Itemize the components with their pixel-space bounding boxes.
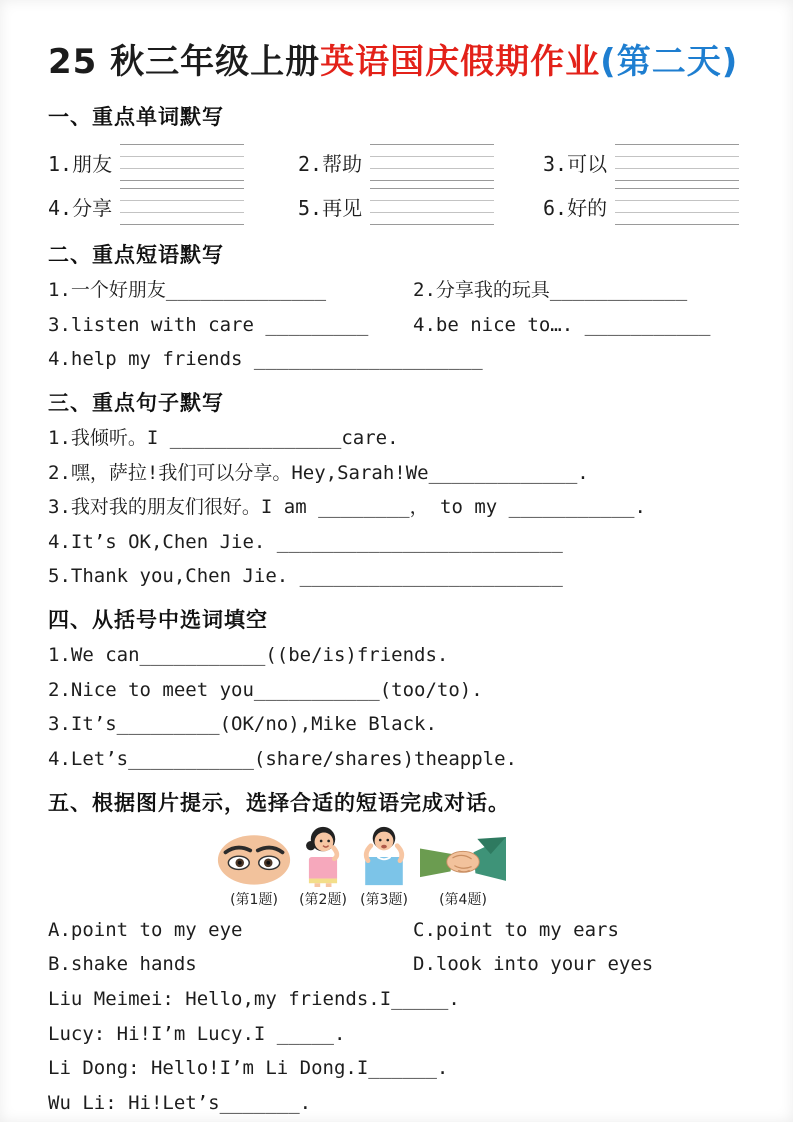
picture-label: (第1题) xyxy=(230,891,278,908)
word-item-5 xyxy=(298,183,543,225)
eyes-image xyxy=(216,831,292,887)
dialogue-line-4: Wu Li: Hi!Let’s_______. xyxy=(48,1091,312,1114)
writing-guide-lines xyxy=(370,188,494,225)
word-item-6 xyxy=(543,183,753,225)
choice-item-1: 1.We can___________((be/is)friends. xyxy=(48,644,449,667)
option-d: D.look into your eyes xyxy=(413,953,654,976)
word-item-1 xyxy=(48,139,298,181)
word-item-4 xyxy=(48,183,298,225)
sentence-item-2: 2.嘿，萨拉!我们可以分享。Hey,Sarah!We_____________. xyxy=(48,461,589,484)
sentence-item-4: 4.It’s OK,Chen Jie. _________________________ xyxy=(48,530,563,553)
girl-pointing-eye-image xyxy=(298,825,348,887)
writing-guide-lines xyxy=(370,144,494,181)
dialogue-line-2: Lucy: Hi!I’m Lucy.I _____. xyxy=(48,1022,346,1045)
word-label: 1.朋友 xyxy=(48,152,113,176)
option-b: B.shake hands xyxy=(48,953,197,976)
section2-heading: 二、重点短语默写 xyxy=(48,243,224,267)
section1-heading: 一、重点单词默写 xyxy=(48,105,224,129)
choice-item-2: 2.Nice to meet you___________(too/to). xyxy=(48,678,483,701)
phrase-item: 1.一个好朋友______________ xyxy=(48,279,327,301)
picture-label: (第2题) xyxy=(299,891,347,908)
options-row-2 xyxy=(48,952,751,978)
writing-guide-lines xyxy=(120,144,244,181)
section5-heading: 五、根据图片提示，选择合适的短语完成对话。 xyxy=(48,790,510,815)
word-dictation-grid xyxy=(48,139,751,225)
word-item-2 xyxy=(298,139,543,181)
picture-label: (第3题) xyxy=(360,891,408,908)
phrase-item: 2.分享我的玩具____________ xyxy=(413,279,688,301)
options-row-1 xyxy=(48,918,751,944)
section3-heading: 三、重点句子默写 xyxy=(48,390,224,415)
handshake-image xyxy=(420,829,506,887)
boy-pointing-ears-image xyxy=(354,825,414,887)
sentence-item-3: 3.我对我的朋友们很好。I am ________， to my ___________. xyxy=(48,496,646,519)
dialogue-line-1: Liu Meimei: Hello,my friends.I_____. xyxy=(48,987,460,1010)
writing-guide-lines xyxy=(120,188,244,225)
option-a: A.point to my eye xyxy=(48,918,243,941)
phrase-item: 3.listen with care _________ xyxy=(48,313,369,336)
option-c: C.point to my ears xyxy=(413,918,619,941)
word-label: 6.好的 xyxy=(543,196,608,220)
phrase-row-3: 4.help my friends ____________________ xyxy=(48,348,483,371)
title-day-text: (第二天) xyxy=(600,42,739,82)
phrase-row-2 xyxy=(48,313,751,339)
word-label: 3.可以 xyxy=(543,152,608,176)
dialogue-line-3: Li Dong: Hello!I’m Li Dong.I______. xyxy=(48,1057,449,1080)
picture-4 xyxy=(420,829,506,909)
phrase-item: 4.be nice to…. ___________ xyxy=(413,313,711,336)
word-label: 4.分享 xyxy=(48,196,113,220)
picture-3 xyxy=(354,825,414,909)
choice-item-4: 4.Let’s___________(share/shares)theapple. xyxy=(48,748,517,771)
page-title xyxy=(48,34,751,83)
picture-2 xyxy=(298,825,348,909)
picture-1 xyxy=(216,831,292,909)
sentence-item-1: 1.我倾听。I _______________care. xyxy=(48,426,399,449)
writing-guide-lines xyxy=(615,144,739,181)
title-grade-text: 25 秋三年级上册 xyxy=(48,42,321,82)
picture-label: (第4题) xyxy=(439,891,487,908)
section4-heading: 四、从括号中选词填空 xyxy=(48,608,268,633)
sentence-item-5: 5.Thank you,Chen Jie. _______________________ xyxy=(48,565,563,588)
title-subject-text: 英语国庆假期作业 xyxy=(320,42,601,82)
word-item-3 xyxy=(543,139,753,181)
word-label: 5.再见 xyxy=(298,196,363,220)
choice-item-3: 3.It’s_________(OK/no),Mike Black. xyxy=(48,713,437,736)
picture-row xyxy=(216,825,751,909)
writing-guide-lines xyxy=(615,188,739,225)
word-label: 2.帮助 xyxy=(298,152,363,176)
phrase-row-1 xyxy=(48,278,751,304)
